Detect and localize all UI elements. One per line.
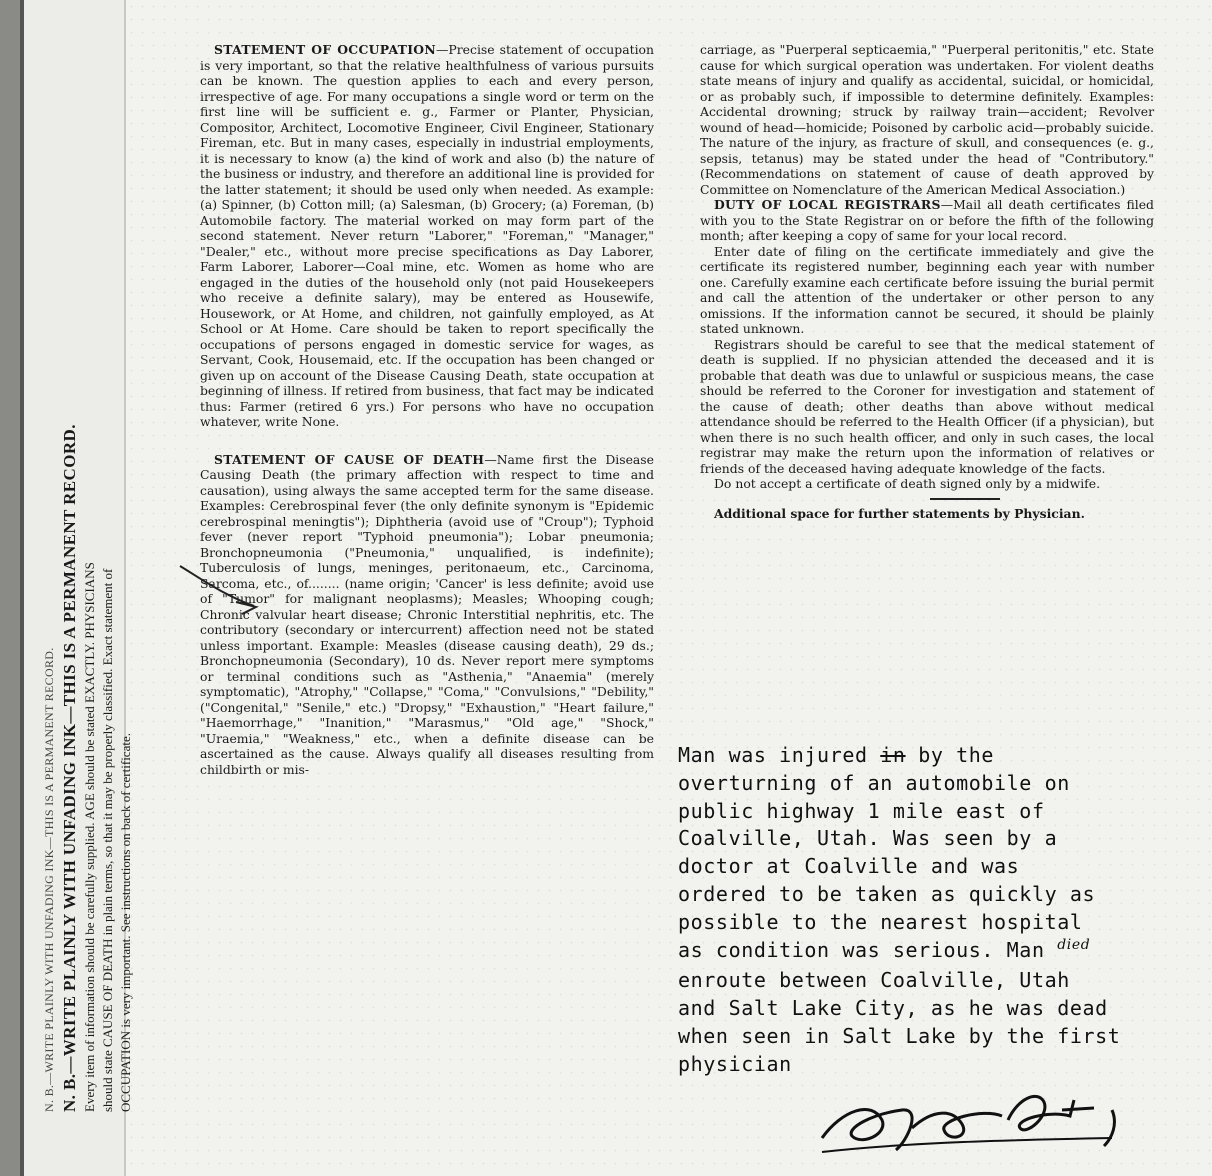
typed-line-5: doctor at Coalville and was — [678, 854, 1020, 879]
margin-line-every-item: Every item of information should be carefully supplied. AGE should be stated EXACTLY. PHYSICIANS — [82, 562, 97, 1112]
typed-text: as condition was serious. Man — [678, 937, 1058, 962]
scan-edge-strip — [0, 0, 24, 1176]
physician-typed-statement — [678, 742, 1198, 1079]
registrars-paragraph — [700, 197, 1154, 244]
typed-text: Man was injured — [678, 743, 881, 767]
typed-line-6: ordered to be taken as quickly as — [678, 881, 1096, 906]
cause-body: —Name first the Disease Causing Death (the primary affection with respect to time and causation), using always the same accepted term for the same disease. Examples: Cerebrospinal fever (the only definite synonym is "Epidemic cerebrospinal meningtis"); Diphtheria (avoid use of "Croup"); Typhoid fever (never report "Typhoid pneumonia"); Lobar pneumonia; Bronchopneumonia ("Pneumonia," unqualified, is indefinite); Tuberculosis of lungs, meninges, peritonaeum, etc., Carcinoma, Sarcoma, etc., of........ (name origin; 'Cancer' is less definite; avoid use of "Tumor" for malignant neoplasms); Measles; Whooping cough; Chronic valvular heart disease; Chronic Interstitial nephritis, etc. The contributory (secondary or intercurrent) affection need not be stated unless important. Example: Measles (disease causing death), 29 ds.; Bronchopneumonia (Secondary), 10 ds. Never report mere symptoms or terminal conditions such as "Asthenia," "Anaemia" (merely symptomatic), "Atrophy," "Collapse," "Coma," "Convulsions," "Debility," ("Congenital," "Senile," etc.) "Dropsy," "Exhaustion," "Heart failure," "Haemorrhage," "Inanition," "Marasmus," "Old age," "Shock," "Uraemia," "Weakness," etc., when a definite disease can be ascertained as the cause. Always qualify all diseases resulting from childbirth or mis- — [200, 451, 654, 777]
margin-line-cause-of-death: should state CAUSE OF DEATH in plain terms, so that it may be properly classified. Exact statement of — [100, 568, 115, 1112]
instructions-right-column — [700, 42, 1154, 521]
typed-line-3: public highway 1 mile east of — [678, 798, 1045, 823]
occupation-body: —Precise statement of occupation is very important, so that the relative healthfulness of various pursuits can be known. The question applies to each and every person, irrespective of age. For many occupations a single word or term on the first line will be sufficient e. g., Farmer or Planter, Physician, Compositor, Architect, Locomotive Engineer, Civil Engineer, Stationary Fireman, etc. But in many cases, especially in industrial employments, it is necessary to know (a) the kind of work and also (b) the nature of the business or industry, and therefore an additional line is provided for the latter statement; it should be used only when needed. As example: (a) Spinner, (b) Cotton mill; (a) Salesman, (b) Grocery; (a) Foreman, (b) Automobile factory. The material worked on may form part of the second statement. Never return "Laborer," "Foreman," "Manager," "Dealer," etc., without more precise specifications as Day Laborer, Farm Laborer, Laborer—Coal mine, etc. Women as home who are engaged in the duties of the household only (not paid Housekeepers who receive a definite salary), may be entered as Housewife, Housework, or At Home, and children, not gainfully employed, as At School or At Home. Care should be taken to report specifically the occupations of persons engaged in domestic service for wages, as Servant, Cook, Housemaid, etc. If the occupation has been changed or given up on account of the Disease Causing Death, state occupation at beginning of illness. If retired from business, that fact may be indicated thus: Farmer (retired 6 yrs.) For persons who have no occupation whatever, write None. — [200, 42, 654, 429]
typed-line-12: physician — [678, 1051, 792, 1076]
struck-word: in — [880, 743, 906, 767]
registrars-midwife-paragraph: Do not accept a certificate of death signed only by a midwife. — [714, 476, 1101, 491]
section-divider — [930, 498, 1000, 500]
physician-signature — [812, 1080, 1152, 1160]
margin-line-permanent-record: N. B.—WRITE PLAINLY WITH UNFADING INK—THIS IS A PERMANENT RECORD. — [60, 424, 79, 1112]
cause-heading: STATEMENT OF CAUSE OF DEATH — [214, 451, 485, 467]
typed-line-2: overturning of an automobile on — [678, 770, 1070, 795]
typed-line-11: when seen in Salt Lake by the first — [678, 1023, 1121, 1048]
certificate-margin-instructions — [24, 0, 133, 1176]
typed-text: by the — [905, 743, 995, 767]
typed-line-9: enroute between Coalville, Utah — [678, 968, 1070, 993]
typed-line-7: possible to the nearest hospital — [678, 909, 1083, 934]
instructions-left-column — [200, 42, 654, 777]
margin-line-faded: N. B.—WRITE PLAINLY WITH UNFADING INK—THIS IS A PERMANENT RECORD. — [42, 647, 56, 1112]
cause-paragraph — [200, 452, 654, 778]
additional-space-label: Additional space for further statements by Physician. — [714, 505, 1085, 521]
cause-continued: carriage, as "Puerperal septicaemia," "Puerperal peritonitis," etc. State cause for which surgical operation was undertaken. For violent deaths state means of injury and qualify as accidental, suicidal, or homicidal, or as probably such, if impossible to determine definitely. Examples: Accidental drowning; struck by railway train—accident; Revolver wound of head—homicide; Poisoned by carbolic acid—probably suicide. The nature of the injury, as fracture of skull, and consequences (e. g., sepsis, tetanus) may be stated under the head of "Contributory." (Recommendations on statement of cause of death approved by Committee on Nomenclature of the American Medical Association.) — [700, 42, 1154, 197]
typed-line-10: and Salt Lake City, as he was dead — [678, 996, 1108, 1021]
registrars-filing-paragraph: Enter date of filing on the certificate immediately and give the certificate its registered number, beginning each year with number one. Carefully examine each certificate before issuing the burial permit and call the attention of the undertaker or other person to any omissions. If the information cannot be secured, it should be plainly stated unknown. — [700, 243, 1154, 336]
typed-line-1 — [678, 742, 1198, 770]
registrars-medical-paragraph: Registrars should be careful to see that the medical statement of death is supplied. If no physician attended the deceased and it is probable that death was due to unlawful or suspicious means, the case should be referred to the Coroner for investigation and statement of the cause of death; other deaths than above without medical attendance should be referred to the Health Officer (if a physician), but when there is no such health officer, and only in such cases, the local registrar may make the return upon the information of relatives or friends of the deceased having adequate knowledge of the facts. — [700, 336, 1154, 476]
typed-line-8 — [678, 937, 1198, 968]
registrars-heading: DUTY OF LOCAL REGISTRARS — [714, 197, 941, 212]
handwritten-insertion: died — [1057, 936, 1091, 953]
occupation-heading: STATEMENT OF OCCUPATION — [214, 42, 437, 57]
margin-line-occupation: OCCUPATION is very important. See instructions on back of certificate. — [118, 733, 133, 1112]
occupation-paragraph — [200, 42, 654, 430]
typed-line-4: Coalville, Utah. Was seen by a — [678, 826, 1058, 851]
hand-drawn-arrow-mark — [176, 562, 266, 622]
registrars-body: —Mail all death certificates filed with you to the State Registrar on or before the fifth of the following month; after keeping a copy of same for your local record. — [700, 197, 1154, 243]
